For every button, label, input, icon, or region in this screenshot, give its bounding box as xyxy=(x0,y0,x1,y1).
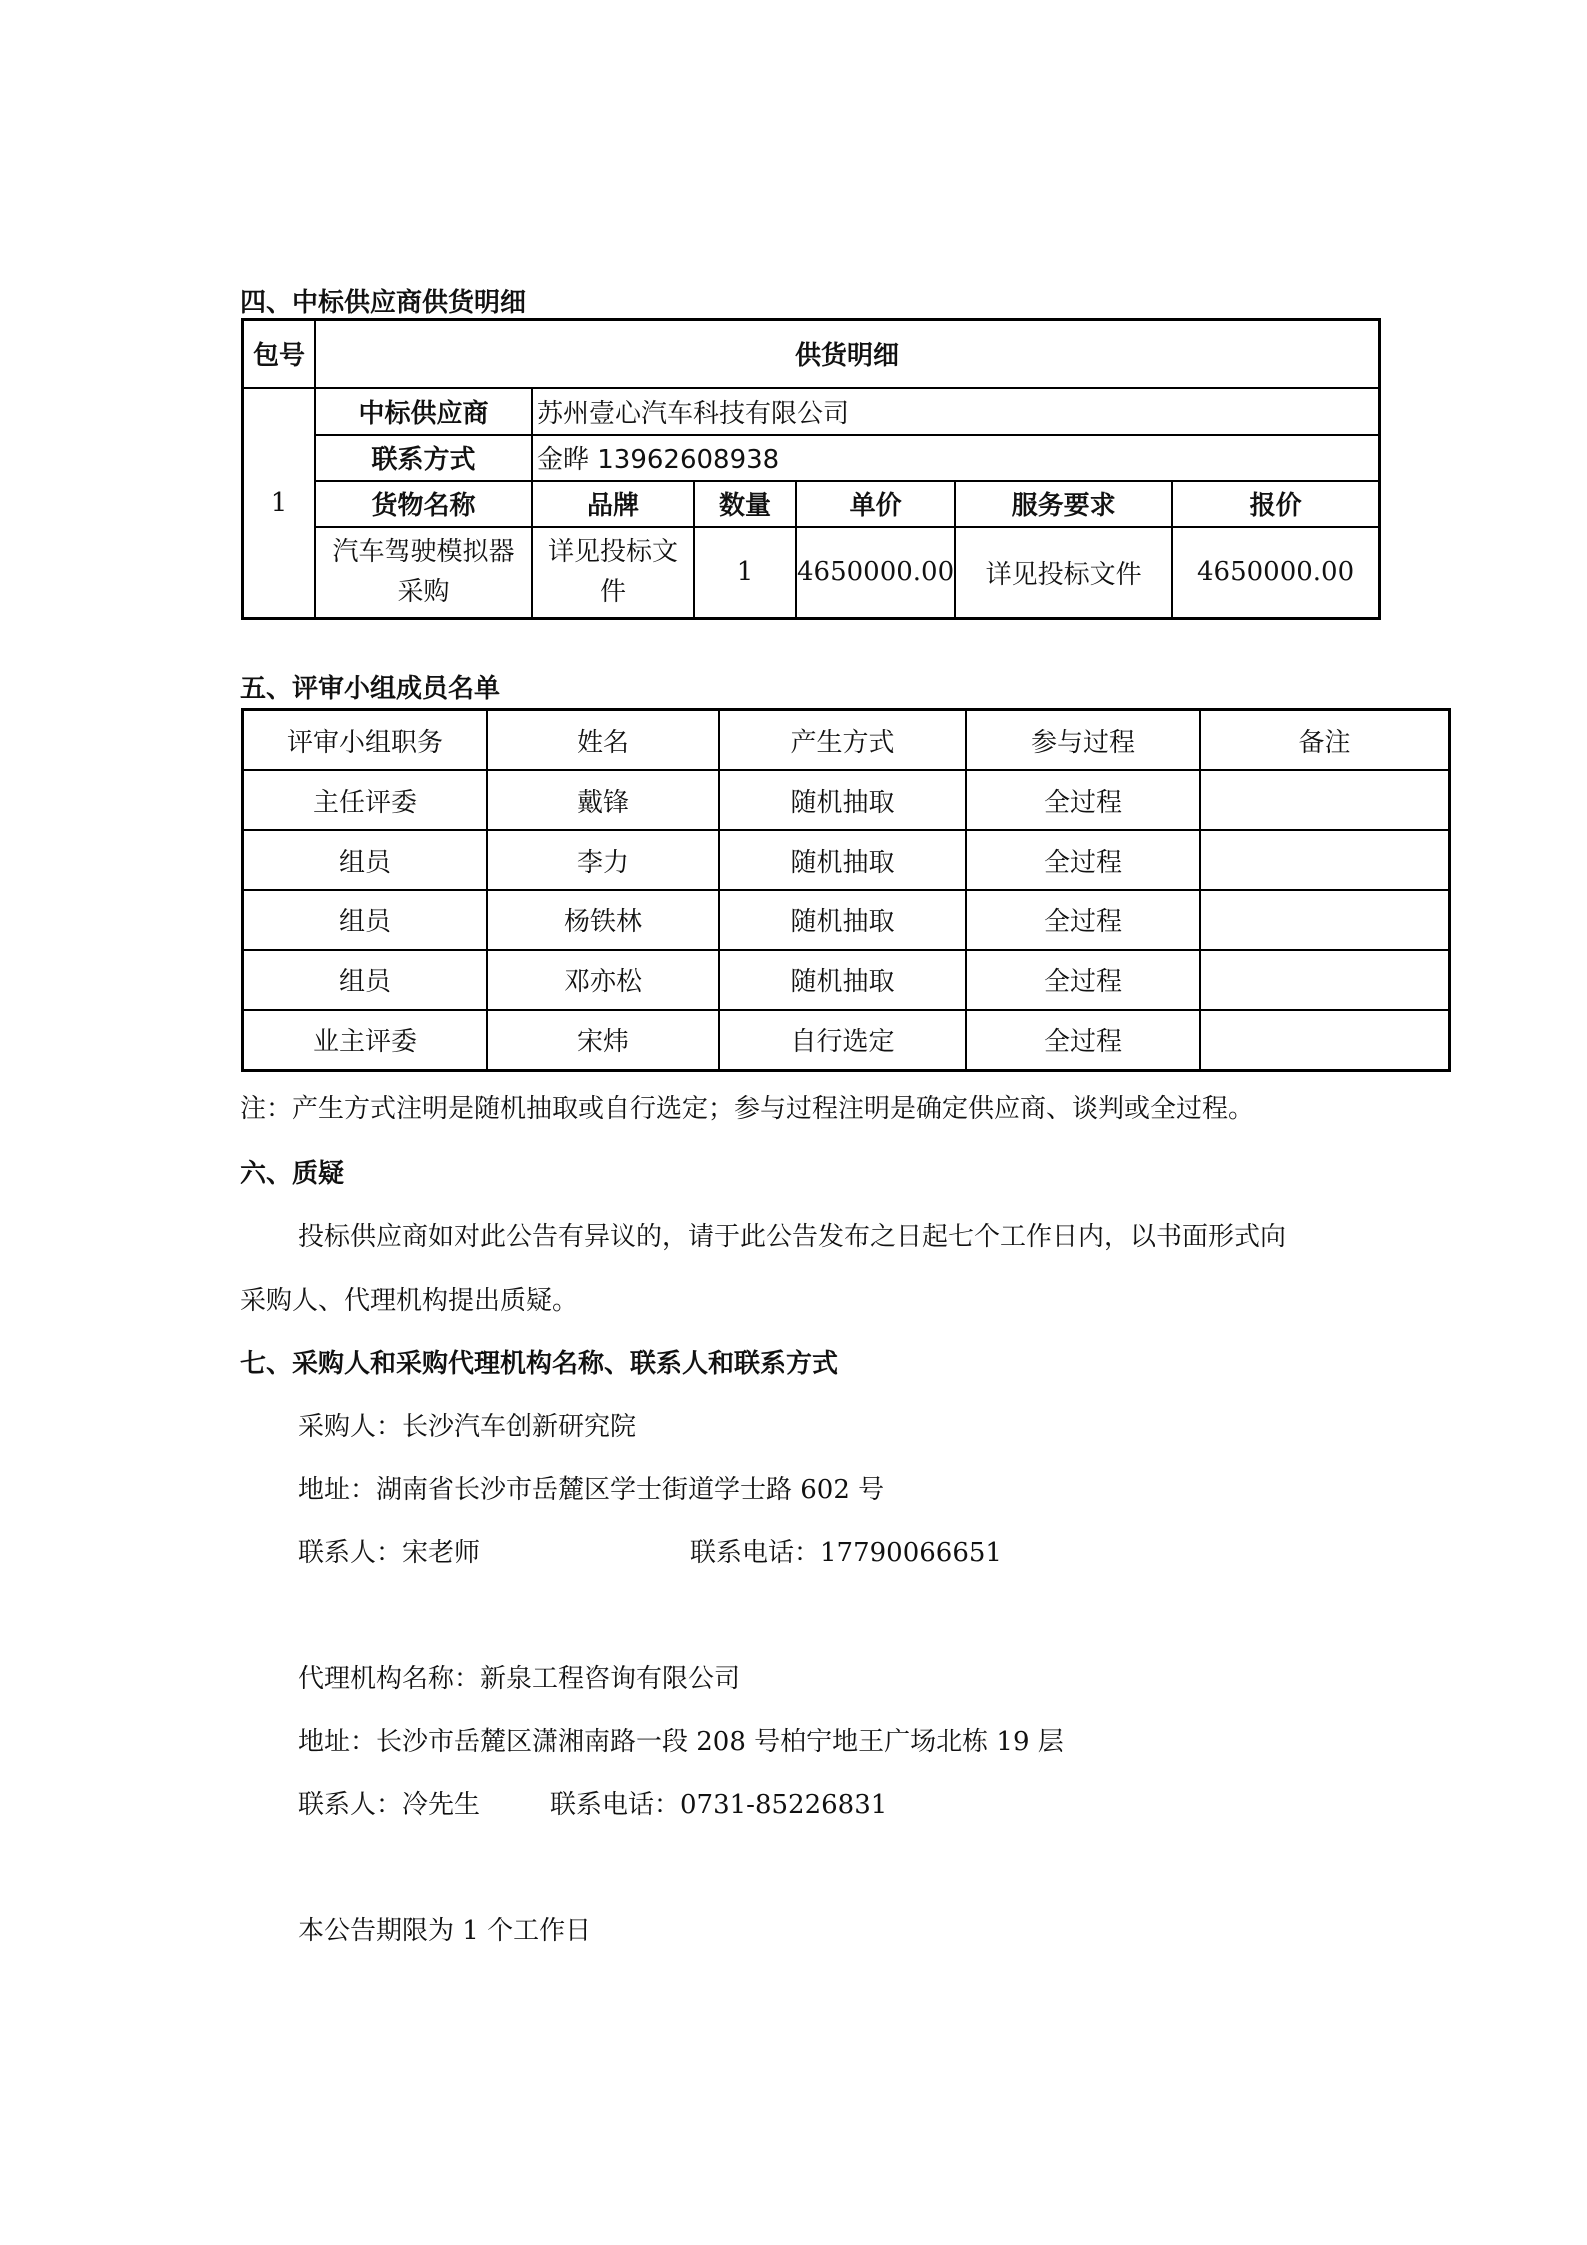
member-name: 宋炜 xyxy=(487,1010,719,1071)
agency-address: 地址：长沙市岳麓区潇湘南路一段 208 号柏宁地王广场北栋 19 层 xyxy=(298,1727,1064,1757)
member-remark xyxy=(1200,890,1450,950)
supply-detail-table xyxy=(241,318,1381,620)
unit-price-header: 单价 xyxy=(796,481,955,527)
member-remark xyxy=(1200,1010,1450,1071)
member-method: 随机抽取 xyxy=(719,830,966,890)
agency-phone: 联系电话：0731-85226831 xyxy=(550,1790,888,1820)
member-name: 李力 xyxy=(487,830,719,890)
table-row xyxy=(243,1010,1450,1071)
contact-label: 联系方式 xyxy=(316,435,532,481)
member-role: 业主评委 xyxy=(243,1010,488,1071)
col-package-header: 包号 xyxy=(243,320,316,388)
quote-value: 4650000.00 xyxy=(1172,527,1378,618)
member-name: 邓亦松 xyxy=(487,950,719,1010)
member-role: 主任评委 xyxy=(243,770,488,830)
panel-note: 注：产生方式注明是随机抽取或自行选定；参与过程注明是确定供应商、谈判或全过程。 xyxy=(240,1094,1255,1124)
member-method: 随机抽取 xyxy=(719,890,966,950)
table-row xyxy=(243,830,1450,890)
section7-heading: 七、采购人和采购代理机构名称、联系人和联系方式 xyxy=(240,1349,839,1379)
quote-header: 报价 xyxy=(1172,481,1378,527)
agency-contact: 联系人：冷先生 xyxy=(298,1790,481,1820)
service-value: 详见投标文件 xyxy=(955,527,1172,618)
closing-note: 本公告期限为 1 个工作日 xyxy=(298,1916,592,1946)
supply-detail-cell xyxy=(315,388,1380,619)
member-process: 全过程 xyxy=(966,830,1200,890)
panel-header-role: 评审小组职务 xyxy=(243,710,488,771)
panel-header-name: 姓名 xyxy=(487,710,719,771)
panel-header-process: 参与过程 xyxy=(966,710,1200,771)
supplier-label: 中标供应商 xyxy=(316,389,532,435)
section5-heading: 五、评审小组成员名单 xyxy=(240,674,501,704)
brand-header: 品牌 xyxy=(532,481,694,527)
agency-name: 代理机构名称：新泉工程咨询有限公司 xyxy=(298,1664,741,1694)
member-remark xyxy=(1200,770,1450,830)
review-panel-table xyxy=(241,708,1451,1072)
quantity-header: 数量 xyxy=(694,481,796,527)
member-process: 全过程 xyxy=(966,1010,1200,1071)
table-row xyxy=(243,770,1450,830)
package-number: 1 xyxy=(243,388,316,619)
member-method: 自行选定 xyxy=(719,1010,966,1071)
member-process: 全过程 xyxy=(966,770,1200,830)
unit-price-value: 4650000.00 xyxy=(796,527,955,618)
section4-heading: 四、中标供应商供货明细 xyxy=(240,288,527,318)
member-remark xyxy=(1200,950,1450,1010)
table-row xyxy=(243,890,1450,950)
objection-paragraph-line2: 采购人、代理机构提出质疑。 xyxy=(240,1286,579,1316)
service-header: 服务要求 xyxy=(955,481,1172,527)
purchaser-phone: 联系电话：17790066651 xyxy=(690,1538,1002,1568)
contact-value: 金晔 13962608938 xyxy=(532,435,1378,481)
member-role: 组员 xyxy=(243,950,488,1010)
col-detail-header: 供货明细 xyxy=(315,320,1380,388)
goods-name-header: 货物名称 xyxy=(316,481,532,527)
member-method: 随机抽取 xyxy=(719,950,966,1010)
objection-paragraph-line1: 投标供应商如对此公告有异议的，请于此公告发布之日起七个工作日内，以书面形式向 xyxy=(298,1222,1287,1252)
brand-value: 详见投标文件 xyxy=(532,527,694,618)
table-row xyxy=(243,950,1450,1010)
section6-heading: 六、质疑 xyxy=(240,1159,345,1189)
purchaser-contact: 联系人：宋老师 xyxy=(298,1538,481,1568)
member-process: 全过程 xyxy=(966,950,1200,1010)
member-name: 杨铁林 xyxy=(487,890,719,950)
purchaser-name: 采购人：长沙汽车创新研究院 xyxy=(298,1412,637,1442)
quantity-value: 1 xyxy=(694,527,796,618)
purchaser-address: 地址：湖南省长沙市岳麓区学士街道学士路 602 号 xyxy=(298,1475,885,1505)
member-remark xyxy=(1200,830,1450,890)
member-name: 戴锋 xyxy=(487,770,719,830)
member-process: 全过程 xyxy=(966,890,1200,950)
supplier-value: 苏州壹心汽车科技有限公司 xyxy=(532,389,1378,435)
member-method: 随机抽取 xyxy=(719,770,966,830)
member-role: 组员 xyxy=(243,890,488,950)
panel-header-method: 产生方式 xyxy=(719,710,966,771)
member-role: 组员 xyxy=(243,830,488,890)
goods-name-value: 汽车驾驶模拟器采购 xyxy=(316,527,532,618)
panel-header-remark: 备注 xyxy=(1200,710,1450,771)
